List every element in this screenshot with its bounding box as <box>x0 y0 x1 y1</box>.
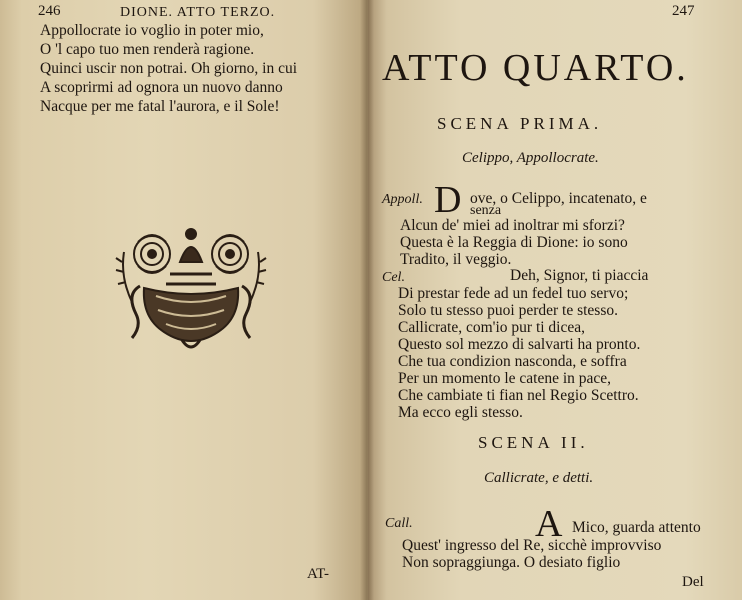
left-line-2: O 'l capo tuo men renderà ragione. <box>40 41 255 58</box>
scene-1-title: SCENA PRIMA. <box>437 114 603 133</box>
scene-1-line-11: Che tua condizion nasconda, e soffra <box>398 353 627 370</box>
scene-2-cast: Callicrate, e detti. <box>484 470 594 486</box>
scene-2-line-2: Quest' ingresso del Re, sicchè improvviso <box>402 537 662 554</box>
scene-2-line-1: Mico, guarda attento <box>572 519 701 536</box>
act-title: ATTO QUARTO. <box>382 47 689 89</box>
scene-1-line-1: ove, o Celippo, incatenato, e <box>470 190 647 207</box>
right-page-number: 247 <box>672 3 695 19</box>
left-page-number: 246 <box>38 3 61 19</box>
scene-1-line-8: Solo tu stesso puoi perder te stesso. <box>398 302 618 319</box>
right-catchword: Del <box>682 574 704 590</box>
speaker-cel: Cel. <box>382 270 405 285</box>
left-line-4: A scoprirmi ad ognora un nuovo danno <box>40 79 283 96</box>
scene-1-line-6: Deh, Signor, ti piaccia <box>510 267 649 284</box>
left-line-5: Nacque per me fatal l'aurora, e il Sole! <box>40 98 280 115</box>
left-line-3: Quinci uscir non potrai. Oh giorno, in cui <box>40 60 297 77</box>
speaker-call: Call. <box>385 516 413 531</box>
scene-1-line-12: Per un momento le catene in pace, <box>398 370 612 387</box>
drop-cap-a: A <box>535 503 563 545</box>
ornament-vignette-icon <box>112 222 267 354</box>
left-running-head: DIONE. ATTO TERZO. <box>120 5 276 20</box>
speaker-appoll: Appoll. <box>382 192 423 207</box>
gutter-shadow <box>360 0 374 600</box>
scene-1-line-2: senza <box>470 203 502 218</box>
left-line-1: Appollocrate io voglio in poter mio, <box>40 22 264 39</box>
left-catchword: AT- <box>307 566 329 582</box>
scene-1-line-3: Alcun de' miei ad inoltrar mi sforzi? <box>400 217 625 234</box>
scene-1-line-9: Callicrate, com'io pur ti dicea, <box>398 319 585 336</box>
scene-1-line-4: Questa è la Reggia di Dione: io sono <box>400 234 628 251</box>
scene-1-cast: Celippo, Appollocrate. <box>462 150 599 166</box>
scene-2-line-3: Non sopraggiunga. O desiato figlio <box>402 554 621 571</box>
scene-1-line-13: Che cambiate ti fian nel Regio Scettro. <box>398 387 639 404</box>
left-page <box>0 0 368 600</box>
scene-1-line-7: Di prestar fede ad un fedel tuo servo; <box>398 285 629 302</box>
scene-2-title: SCENA II. <box>478 433 589 452</box>
scene-1-line-14: Ma ecco egli stesso. <box>398 404 523 421</box>
scene-1-line-10: Questo sol mezzo di salvarti ha pronto. <box>398 336 641 353</box>
scene-1-line-5: Tradito, il veggio. <box>400 251 512 268</box>
drop-cap-d: D <box>434 179 462 221</box>
